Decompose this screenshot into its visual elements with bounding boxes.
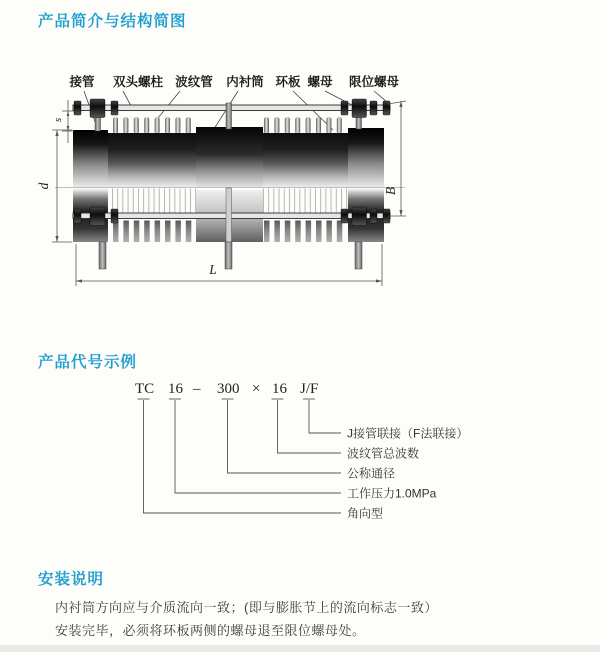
- label-stud-bolt: 双头螺柱: [112, 75, 164, 89]
- label-limit-nut: 限位螺母: [348, 75, 400, 89]
- code-note-type: 角向型: [347, 506, 384, 521]
- label-bellows: 波纹管: [175, 75, 213, 89]
- pipe-end-left: [73, 130, 108, 188]
- code-token-dash: –: [193, 381, 201, 397]
- section-title-install: 安装说明: [38, 571, 105, 588]
- page-bottom-strip: [0, 645, 600, 652]
- section-title-intro: 产品简介与结构简图: [38, 13, 187, 30]
- install-line-2: 安装完毕，必须将环板两侧的螺母退至限位螺母处。: [55, 623, 366, 638]
- code-note-diameter: 公称通径: [347, 466, 396, 481]
- code-token-times: ×: [252, 381, 261, 397]
- label-ring-plate: 环板: [275, 75, 301, 89]
- code-token-type: TC: [135, 381, 155, 397]
- section-title-code: 产品代号示例: [38, 354, 138, 371]
- svg-text:d: d: [36, 182, 51, 190]
- code-token-waves: 16: [272, 381, 287, 397]
- inner-liner-band: [196, 127, 263, 188]
- install-line-1: 内衬筒方向应与介质流向一致；(即与膨胀节上的流向标志一致）: [55, 600, 438, 615]
- code-note-pressure: 工作压力1.0MPa: [347, 486, 437, 501]
- label-connecting-pipe: 接管: [69, 75, 95, 89]
- product-code: [135, 381, 468, 521]
- dim-d: [36, 130, 72, 242]
- dim-B: [383, 101, 406, 216]
- label-nut: 螺母: [307, 75, 333, 89]
- svg-text:B: B: [383, 186, 398, 196]
- svg-text:L: L: [209, 262, 217, 277]
- part-labels: [68, 74, 399, 89]
- code-note-waves: 波纹管总波数: [347, 446, 420, 461]
- code-note-connection: J接管联接（F法联接）: [347, 426, 469, 441]
- code-token-pressure: 16: [168, 381, 183, 397]
- label-inner-liner: 内衬筒: [226, 75, 264, 89]
- code-token-connection: J/F: [300, 381, 319, 397]
- pipe-end-right: [348, 128, 384, 188]
- limit-nut-top: [383, 101, 390, 115]
- code-token-diameter: 300: [217, 381, 240, 397]
- dim-s: [52, 100, 74, 143]
- svg-text:s: s: [52, 117, 64, 123]
